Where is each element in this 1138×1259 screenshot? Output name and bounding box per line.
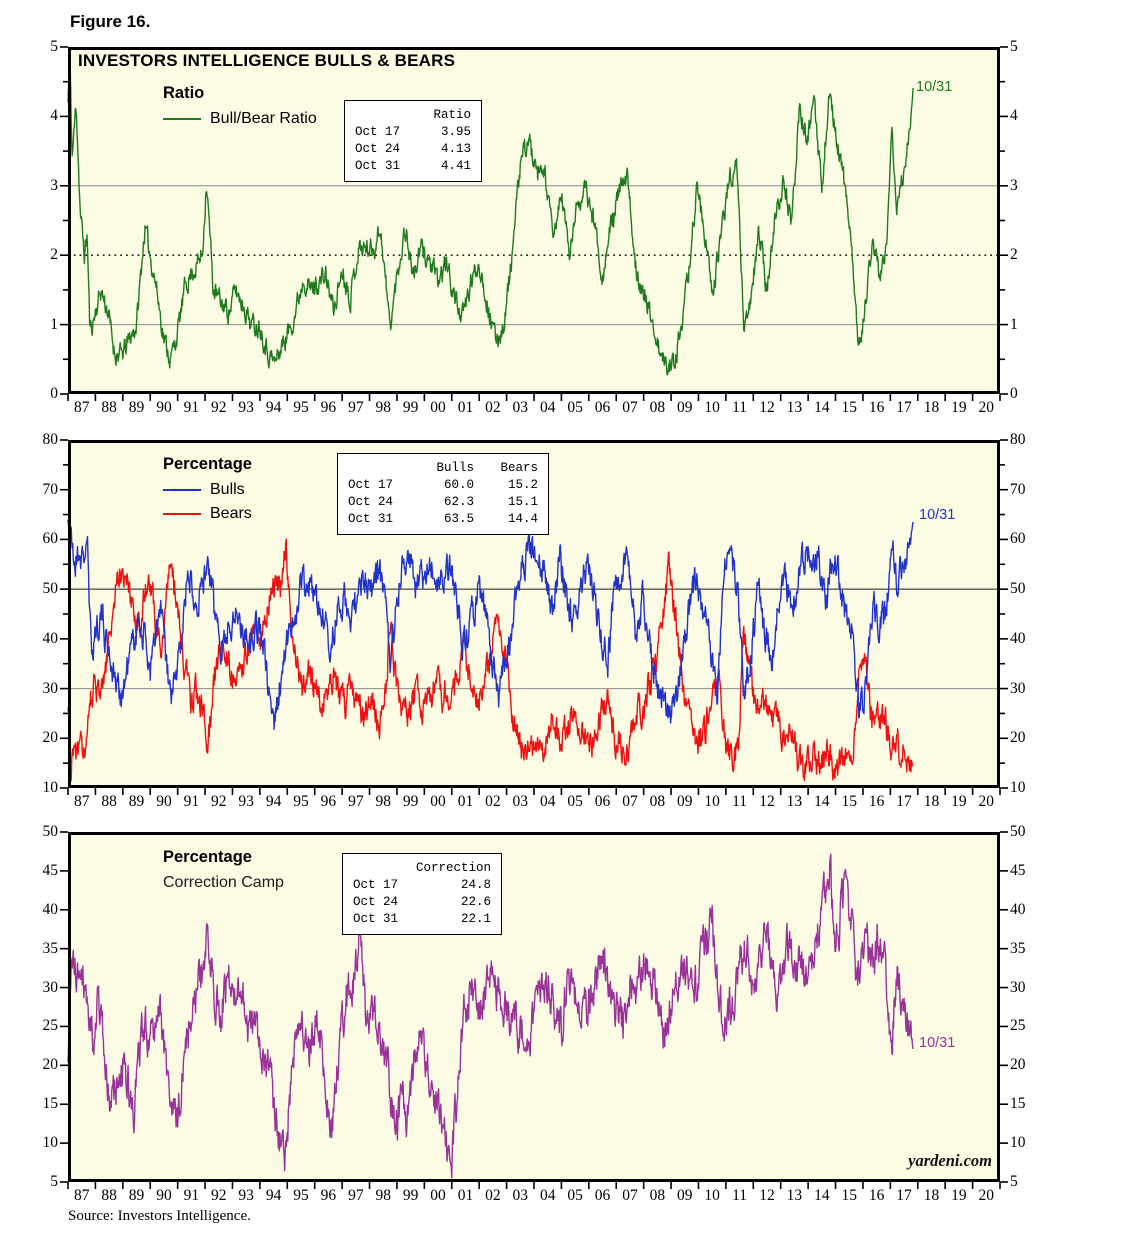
blue-line-swatch (163, 489, 201, 491)
y-axis-label: 80 (1010, 431, 1026, 448)
table-cell: Oct 17 (348, 478, 394, 492)
x-axis-label: 98 (375, 1187, 391, 1204)
bulls-bears-legend (163, 455, 252, 523)
x-axis-label: 07 (622, 793, 638, 810)
x-axis-label: 08 (649, 1187, 666, 1204)
x-axis-label: 89 (128, 1187, 145, 1204)
table-cell (348, 460, 410, 477)
x-axis-label: 12 (759, 399, 775, 416)
x-axis-label: 20 (978, 793, 995, 810)
y-axis-label: 50 (1010, 580, 1026, 598)
legend-heading: Ratio (163, 84, 205, 102)
x-axis-label: 08 (649, 399, 666, 416)
y-axis-label: 20 (1010, 729, 1026, 747)
legend-item-bears (163, 505, 252, 523)
y-axis-label: 40 (1010, 900, 1026, 918)
table-cell: 63.5 (443, 512, 474, 526)
x-axis-label: 13 (786, 793, 803, 810)
y-axis-label: 4 (50, 107, 58, 125)
y-axis-label: 10 (42, 1134, 58, 1152)
x-axis-label: 00 (430, 399, 446, 416)
y-axis-label: 2 (50, 246, 58, 264)
x-axis-label: 02 (485, 793, 501, 810)
table-cell: Oct 31 (348, 512, 394, 526)
x-axis-label: 19 (951, 399, 967, 416)
x-axis-label: 05 (567, 793, 583, 810)
x-axis-label: 93 (238, 1187, 254, 1204)
x-axis-label: 99 (402, 399, 419, 416)
table-cell: 15.2 (507, 478, 538, 492)
y-axis-label: 35 (1010, 939, 1026, 957)
correction-legend (163, 848, 284, 892)
y-axis-label: 5 (50, 38, 58, 55)
y-axis-label: 30 (42, 978, 58, 996)
x-axis-label: 03 (512, 1187, 529, 1204)
x-axis-label: 97 (348, 1187, 364, 1204)
x-axis-label: 09 (677, 399, 693, 416)
x-axis-label: 08 (649, 793, 666, 810)
x-axis-label: 15 (841, 793, 857, 810)
x-axis-label: 09 (677, 793, 693, 810)
x-axis-label: 96 (320, 1187, 337, 1204)
x-axis-label: 90 (156, 399, 172, 416)
table-cell: Oct 17 (355, 125, 401, 139)
table-cell: 22.6 (460, 895, 491, 909)
y-axis-label: 4 (1010, 107, 1018, 125)
x-axis-label: 02 (485, 1187, 501, 1204)
x-axis-label: 17 (896, 793, 912, 810)
bulls-bears-data-table (337, 453, 549, 535)
x-axis-label: 10 (704, 793, 720, 810)
x-axis-label: 01 (457, 1187, 474, 1204)
x-axis-label: 06 (594, 793, 611, 810)
x-axis-label: 14 (814, 1187, 830, 1204)
legend-item-label: Bull/Bear Ratio (210, 110, 317, 127)
source-note: Source: Investors Intelligence. (68, 1208, 251, 1224)
x-axis-label: 92 (211, 1187, 227, 1204)
table-cell: 14.4 (507, 512, 538, 526)
table-cell (355, 107, 417, 124)
y-axis-label: 25 (42, 1017, 58, 1035)
x-axis-label: 16 (868, 399, 885, 416)
x-axis-label: 94 (265, 793, 282, 810)
x-axis-label: 15 (841, 1187, 857, 1204)
table-cell: 62.3 (443, 495, 474, 509)
x-axis-label: 92 (211, 399, 227, 416)
y-axis-label: 15 (1010, 1095, 1026, 1113)
y-axis-label: 20 (1010, 1056, 1026, 1074)
x-axis-label: 16 (868, 1187, 885, 1204)
x-axis-label: 89 (128, 793, 145, 810)
x-axis-label: 87 (73, 1187, 90, 1204)
chart-title: INVESTORS INTELLIGENCE BULLS & BEARS (78, 51, 456, 70)
x-axis-label: 06 (594, 399, 611, 416)
x-axis-label: 87 (73, 399, 90, 416)
x-axis-label: 93 (238, 399, 254, 416)
x-axis-label: 97 (348, 793, 364, 810)
y-axis-label: 30 (42, 679, 58, 697)
x-axis-label: 11 (732, 1187, 748, 1204)
table-cell: 24.8 (460, 878, 491, 892)
x-axis-label: 18 (923, 793, 940, 810)
y-axis-label: 45 (1010, 861, 1026, 879)
x-axis-label: 98 (375, 399, 391, 416)
x-axis-label: 91 (183, 1187, 200, 1204)
x-axis-label: 10 (704, 1187, 720, 1204)
x-axis-label: 95 (293, 793, 309, 810)
x-axis-label: 17 (896, 1187, 912, 1204)
x-axis-label: 96 (320, 399, 337, 416)
x-axis-label: 17 (896, 399, 912, 416)
x-axis-label: 19 (951, 793, 967, 810)
x-axis-label: 97 (348, 399, 364, 416)
x-axis-label: 88 (101, 793, 117, 810)
x-axis-label: 15 (841, 399, 857, 416)
x-axis-label: 90 (156, 793, 172, 810)
x-axis-label: 18 (923, 399, 940, 416)
y-axis-label: 20 (42, 1056, 58, 1074)
y-axis-label: 60 (1010, 530, 1026, 548)
x-axis-label: 00 (430, 1187, 446, 1204)
y-axis-label: 10 (42, 779, 58, 796)
x-axis-label: 92 (211, 793, 227, 810)
y-axis-label: 60 (42, 530, 58, 548)
table-cell: Bulls (436, 461, 474, 475)
legend-subtitle: Correction Camp (163, 874, 284, 891)
x-axis-label: 95 (293, 1187, 309, 1204)
table-cell: Oct 31 (355, 159, 401, 173)
x-axis-label: 07 (622, 1187, 638, 1204)
y-axis-label: 5 (50, 1173, 58, 1190)
y-axis-label: 20 (42, 729, 58, 747)
red-line-swatch (163, 513, 201, 515)
y-axis-label: 5 (1010, 38, 1018, 55)
table-cell: Ratio (433, 108, 471, 122)
y-axis-label: 15 (42, 1095, 58, 1113)
x-axis-label: 10 (704, 399, 720, 416)
legend-item-bulls (163, 481, 252, 499)
yardeni-watermark: yardeni.com (908, 1151, 992, 1170)
y-axis-label: 10 (1010, 779, 1026, 796)
x-axis-label: 99 (402, 1187, 419, 1204)
table-cell: 4.13 (440, 142, 471, 156)
y-axis-label: 5 (1010, 1173, 1018, 1190)
green-line-swatch (163, 118, 201, 120)
y-axis-label: 40 (42, 629, 58, 647)
y-axis-label: 30 (1010, 978, 1026, 996)
x-axis-label: 89 (128, 399, 145, 416)
x-axis-label: 91 (183, 399, 200, 416)
y-axis-label: 50 (42, 580, 58, 598)
table-cell: Correction (415, 861, 491, 875)
x-axis-label: 88 (101, 399, 117, 416)
x-axis-label: 14 (814, 793, 830, 810)
y-axis-label: 1 (50, 315, 58, 333)
y-axis-label: 25 (1010, 1017, 1026, 1035)
x-axis-label: 94 (265, 399, 282, 416)
y-axis-label: 0 (1010, 385, 1018, 402)
y-axis-label: 30 (1010, 679, 1026, 697)
y-axis-label: 3 (50, 176, 58, 194)
x-axis-label: 09 (677, 1187, 693, 1204)
ratio-legend (163, 84, 317, 128)
x-axis-label: 04 (539, 399, 556, 416)
x-axis-label: 03 (512, 399, 529, 416)
y-axis-label: 50 (1010, 823, 1026, 840)
table-cell: Bears (500, 461, 538, 475)
table-cell: 3.95 (440, 125, 471, 139)
x-axis-label: 07 (622, 399, 638, 416)
x-axis-label: 91 (183, 793, 200, 810)
x-axis-label: 13 (786, 399, 803, 416)
correction-data-table (342, 853, 502, 935)
table-cell: 60.0 (443, 478, 474, 492)
y-axis-label: 80 (42, 431, 58, 448)
table-cell: 22.1 (460, 912, 491, 926)
ratio-data-table (344, 100, 482, 182)
y-axis-label: 0 (50, 385, 58, 402)
legend-heading: Percentage (163, 848, 252, 866)
x-axis-label: 06 (594, 1187, 611, 1204)
x-axis-label: 11 (732, 793, 748, 810)
table-cell: Oct 31 (353, 912, 399, 926)
y-axis-label: 10 (1010, 1134, 1026, 1152)
y-axis-label: 3 (1010, 176, 1018, 194)
y-axis-label: 70 (42, 480, 58, 498)
x-axis-label: 04 (539, 793, 556, 810)
x-axis-label: 99 (402, 793, 419, 810)
legend-item-bull-bear-ratio (163, 110, 317, 128)
x-axis-label: 13 (786, 1187, 803, 1204)
x-axis-label: 88 (101, 1187, 117, 1204)
x-axis-label: 14 (814, 399, 830, 416)
y-axis-label: 2 (1010, 246, 1018, 264)
table-cell: Oct 17 (353, 878, 399, 892)
x-axis-label: 16 (868, 793, 885, 810)
x-axis-label: 01 (457, 399, 474, 416)
y-axis-label: 50 (42, 823, 58, 840)
x-axis-label: 20 (978, 1187, 995, 1204)
table-cell: 15.1 (507, 495, 538, 509)
x-axis-label: 94 (265, 1187, 282, 1204)
table-cell: Oct 24 (355, 142, 401, 156)
y-axis-label: 40 (42, 900, 58, 918)
x-axis-label: 19 (951, 1187, 967, 1204)
x-axis-label: 87 (73, 793, 90, 810)
table-cell (353, 860, 411, 877)
legend-item-label: Bears (210, 505, 252, 522)
y-axis-label: 70 (1010, 480, 1026, 498)
figure-label: Figure 16. (70, 12, 151, 31)
legend-item-label: Bulls (210, 481, 245, 498)
x-axis-label: 11 (732, 399, 748, 416)
x-axis-label: 95 (293, 399, 309, 416)
y-axis-label: 45 (42, 861, 58, 879)
x-axis-label: 90 (156, 1187, 172, 1204)
x-axis-label: 20 (978, 399, 995, 416)
latest-point-annotation: 10/31 (919, 507, 956, 523)
x-axis-label: 98 (375, 793, 391, 810)
table-cell: Oct 24 (348, 495, 394, 509)
x-axis-label: 12 (759, 1187, 775, 1204)
latest-point-annotation: 10/31 (916, 79, 953, 95)
x-axis-label: 93 (238, 793, 254, 810)
x-axis-label: 04 (539, 1187, 556, 1204)
x-axis-label: 01 (457, 793, 474, 810)
x-axis-label: 05 (567, 1187, 583, 1204)
y-axis-label: 40 (1010, 629, 1026, 647)
table-cell: 4.41 (440, 159, 471, 173)
x-axis-label: 03 (512, 793, 529, 810)
x-axis-label: 05 (567, 399, 583, 416)
table-cell: Oct 24 (353, 895, 399, 909)
x-axis-label: 12 (759, 793, 775, 810)
y-axis-label: 35 (42, 939, 58, 957)
latest-point-annotation: 10/31 (919, 1035, 956, 1051)
bulls-line (68, 520, 913, 729)
y-axis-label: 1 (1010, 315, 1018, 333)
x-axis-label: 00 (430, 793, 446, 810)
x-axis-label: 18 (923, 1187, 940, 1204)
x-axis-label: 02 (485, 399, 501, 416)
legend-heading: Percentage (163, 455, 252, 473)
x-axis-label: 96 (320, 793, 337, 810)
